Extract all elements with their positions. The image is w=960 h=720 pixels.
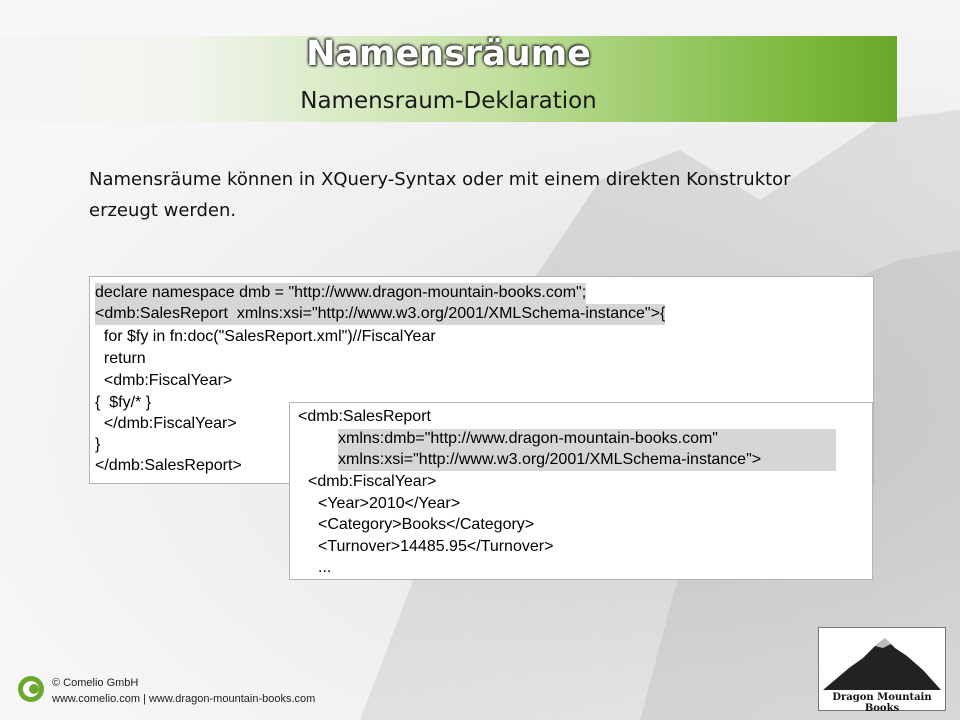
code-line: return bbox=[95, 350, 146, 367]
code-line: } bbox=[95, 436, 101, 453]
body-text: Namensräume können in XQuery-Syntax oder mit einem direkten Konstruktor erzeugt werden. bbox=[89, 169, 791, 221]
comelio-logo-icon bbox=[16, 674, 46, 704]
code-line: <dmb:SalesReport xmlns:xsi="http://www.w3.org/2001/XMLSchema-instance">{ bbox=[95, 304, 665, 325]
code-line: xmlns:dmb="http://www.dragon-mountain-books.com" bbox=[338, 429, 836, 450]
code-line: <dmb:FiscalYear> bbox=[308, 473, 437, 490]
code-line: xmlns:xsi="http://www.w3.org/2001/XMLSchema-instance"> bbox=[338, 450, 836, 471]
result-xml-box bbox=[289, 402, 873, 580]
dragon-mountain-books-logo bbox=[818, 627, 946, 714]
mountain-icon bbox=[819, 628, 945, 692]
logo-text: Dragon Mountain Books bbox=[832, 692, 932, 714]
code-line: <Turnover>14485.95</Turnover> bbox=[318, 538, 554, 555]
code-line: <dmb:SalesReport bbox=[298, 408, 431, 425]
slide-subtitle: Namensraum-Deklaration bbox=[300, 88, 597, 114]
code-line: </dmb:SalesReport> bbox=[95, 457, 242, 474]
code-line: ... bbox=[318, 559, 332, 576]
footer-text bbox=[52, 675, 315, 707]
code-line: </dmb:FiscalYear> bbox=[95, 415, 237, 432]
code-line: <dmb:FiscalYear> bbox=[95, 372, 233, 389]
code-line: { $fy/* } bbox=[95, 394, 152, 411]
code-line: <Category>Books</Category> bbox=[318, 516, 535, 533]
copyright-text: © Comelio GmbH bbox=[52, 677, 139, 689]
code-line: <Year>2010</Year> bbox=[318, 495, 461, 512]
slide-title: Namensräume bbox=[306, 34, 591, 74]
code-line: declare namespace dmb = "http://www.dragon-mountain-books.com"; bbox=[95, 283, 586, 304]
code-line: for $fy in fn:doc("SalesReport.xml")//FiscalYear bbox=[95, 328, 436, 345]
footer-links: www.comelio.com | www.dragon-mountain-books.com bbox=[52, 693, 316, 705]
